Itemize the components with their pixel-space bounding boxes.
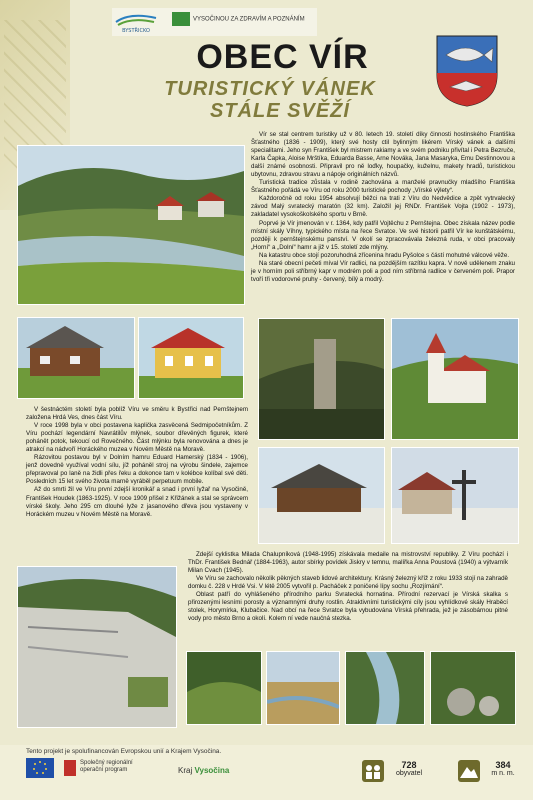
people-icon <box>362 760 384 782</box>
altitude-stat: 384 m n. m. <box>491 760 515 777</box>
paragraph: Rázovitou postavou byl v Dolním hamru Eduard Hamerský (1834 - 1906), jenž dovedně využíval vodní sílu, jíž poháněl stroj na výrobu šindele, zajemce přepravoval po laně na židli přes řeku a dokonce tam v kolébce kolíbal své děti. Posledních 15 let svého života marně vyráběl perpetuum mobile. <box>26 454 248 486</box>
eu-funding-text: Tento projekt je spolufinancován Evropskou unií a Krajem Vysočina. <box>26 748 222 755</box>
photo-iron-cross <box>391 447 519 544</box>
eu-flag-icon <box>26 758 54 778</box>
history-text <box>26 406 248 519</box>
photo-castle-ruin <box>258 318 385 440</box>
photo-timber-cottage <box>258 447 385 544</box>
top-logos <box>112 8 317 36</box>
photo-yellow-house <box>138 317 244 399</box>
paragraph: Zdejší cyklistka Milada Chalupníková (1948-1995) získávala medaile na mistrovství republiky. Z Víru pochází i ThDr. František Bednář (1884-1963), autor sbírky povídek Jiskry v temnu, malířka Anna Poustová (1940) a výtvarník Milan Cvach (1945). <box>188 551 508 575</box>
paragraph: Až do smrti žil ve Víru první zdejší kronikář a snad i první lyžař na Vysočině, František Houdek (1863-1925). V roce 1909 přišel z Křižánek a stal se správcem vírské školy. Jeho 295 cm dlouhé lyže z jasanového dřeva jsou vystaveny v Horáckém muzeu v Novém Městě na Moravě. <box>26 486 248 518</box>
nature-text <box>188 551 508 623</box>
rop-logo-icon <box>64 760 76 776</box>
photo-stream <box>345 651 425 725</box>
kraj-vysocina-logo: Kraj Vysočina <box>178 766 230 775</box>
logo-2-text: VYSOČINOU ZA ZDRAVÍM A POZNÁNÍM <box>193 16 305 23</box>
population-stat: 728 obyvatel <box>395 760 423 777</box>
paragraph: V roce 1998 byla v obci postavena kaplička zasvěcená Sedmipočetníkům. Z Víru pochází legendární Navrátilův mlýnek, soubor dřevěných figurek, které pohánět potok, tekoucí od Rovečného. Část mlýnku byla renovována a dnes je atrakcí na nádvoří Horáckého muzea v Novém Městě na Moravě. <box>26 422 248 454</box>
vysocina-square-icon <box>172 12 190 26</box>
photo-wetland <box>266 651 340 725</box>
subtitle-line-2: STÁLE SVĚŽÍ <box>210 100 350 122</box>
photo-wooden-house <box>17 317 135 399</box>
paragraph: Na katastru obce stojí pozoruhodná zřícenina hradu Pyšolce s částí mohutné válcové věže. <box>259 251 510 259</box>
vysocina-logo <box>172 12 317 32</box>
paragraph: Ve Víru se zachovalo několik pěkných staveb lidové architektury. Krásný železný kříž z roku 1933 stojí na zahradě domku č. 228 v Hrdé Vsi. V létě 2005 vytvořil p. Pacháček z poničené lípy sochu „Rozjímání“. <box>188 575 508 591</box>
photo-dam <box>17 566 177 728</box>
photo-rocks <box>430 651 516 725</box>
paragraph: Vír se stal centrem turistiky už v 80. letech 19. století díky činnosti hostinského Františka Šťastného (1836 - 1909), který své hosty ctil bylinným likérem Vírský vánek a dalšími specialitami. Jeho syn František byl mistrem rakiamy a ve svém podniku přivítal i Petra Bezruče, Karla Čapka, Aloise Mrštíka, Eduarda Basse, Arne Nováka, Jana Masaryka, Emu Destinnovou a další známé osobnosti. Připravil pro ně loďky, houpačky, kuželnu, makety hradů, turistickou ubytovnu, zdravou stravu a nápoje originálních názvů. <box>251 131 515 179</box>
paragraph: Oblast patří do vyhlášeného přírodního parku Svratecká hornatina. Přírodní rezervací je Vírská skalka s přirozenými lesními porosty a významnými druhy rostlin. Atraktivními turistickými cíly jsou vyhlídkové skály Hraběcí stolek, Horymírka, Klubačice. Nad obcí na řece Svratce byla vybudována Vírská přehrada, jež je zásobárnou pitné vody pro město Brno a okolí. Kolem ní vede naučná stezka. <box>188 591 508 623</box>
logo-1-text: BYSTŘICKO <box>122 28 150 34</box>
bystricko-logo-icon <box>112 8 160 34</box>
fish-crest-icon <box>436 35 498 107</box>
paragraph: V šestnáctém století byla poblíž Víru ve směru k Bystřici nad Pernštejnem založena Hrdá Ves, dnes část Víru. <box>26 406 248 422</box>
photo-village-river <box>17 145 245 305</box>
paragraph: Poprvé je Vír jmenován v r. 1364, kdy patřil Vojtěchu z Pernštejna. Obec získala název podle místní skály Víhny, typického místa na řece Svratce. Ve své historii patřil Vír ke kunštátskému, později k pernštejnskému panství. V okolí se zpracovávala železná ruda, v obci pracovaly „Horní“ a „Dolní“ hamr a již v 15. století zde mlýny. <box>251 219 515 251</box>
rop-logo-text: Společný regionální operační program <box>80 760 133 773</box>
photo-chapel <box>391 318 519 440</box>
intro-text <box>251 131 515 284</box>
paragraph: Každoročně od roku 1954 absolvují běžci na trati z Víru do Nedvědice a zpět vytrvalecký závod Malý svratecký maratón (32 km). Založil jej RNDr. František Vojta (1902 - 1973), zakladatel vysokoškolského sportu v Brně. <box>251 195 515 219</box>
paragraph: Na staré obecní pečeti míval Vír radlici, na pozdějším razítku kapra. V nově udělenem znaku je v horním poli stříbrný kapr v modrém poli a pod ním stříbrná radlice v červeném poli. Prapor tvoří tři vodorovné pruhy - červený, bílý a modrý. <box>251 259 515 283</box>
paragraph: Turistická tradice zůstala v rodině zachována a manželé pravnučky mladšího Františka Šťastného pořádá ve Víru od roku 2000 turistické pochody „Vírské výlety“. <box>251 179 515 195</box>
subtitle-line-1: TURISTICKÝ VÁNEK <box>164 78 376 100</box>
page-title: OBEC VÍR <box>196 38 369 76</box>
photo-forest <box>186 651 262 725</box>
mountain-icon <box>458 760 480 782</box>
